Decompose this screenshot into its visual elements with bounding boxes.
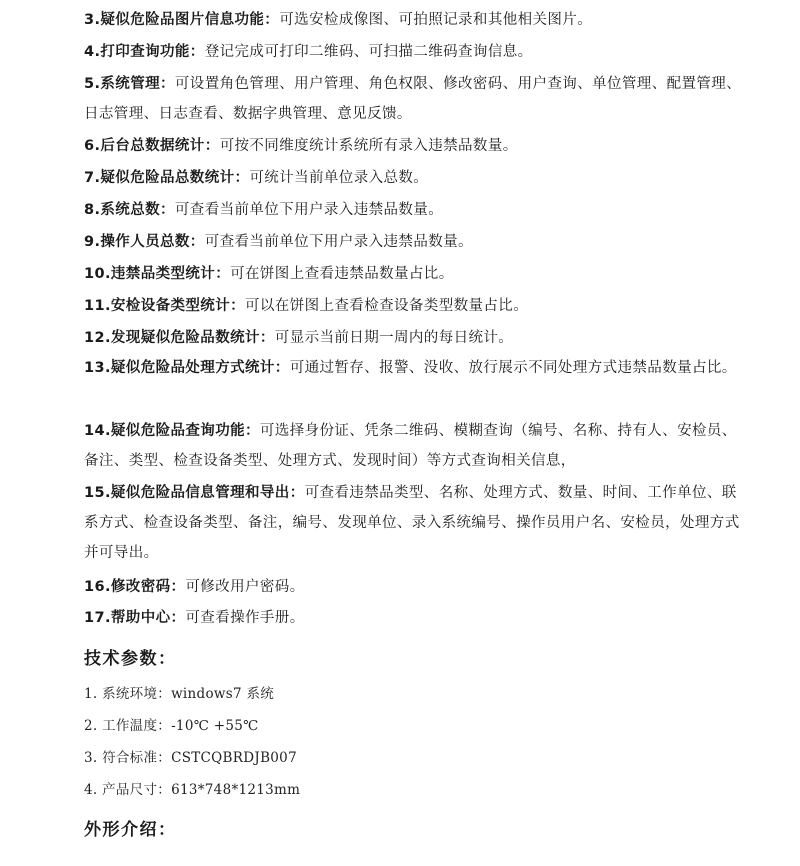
feature-number: 17. [84, 610, 111, 626]
feature-name: 疑似危险品总数统计： [100, 170, 250, 186]
feature-name: 违禁品类型统计： [110, 266, 231, 282]
feature-item-6 [84, 131, 748, 161]
feature-item-5 [84, 69, 748, 129]
feature-number: 12. [84, 330, 111, 346]
feature-name: 修改密码： [110, 579, 186, 595]
feature-number: 9. [84, 234, 101, 250]
feature-description: 可显示当前日期一周内的每日统计。 [274, 330, 514, 346]
feature-description: 可选择身份证、凭条二维码、模糊查询（编号、名称、持有人、安检员、备注、类型、检查设备类型、处理方式、发现时间）等方式查询相关信息， [84, 423, 737, 469]
feature-item-15 [84, 478, 748, 568]
feature-number: 7. [84, 170, 101, 186]
feature-item-7 [84, 163, 748, 193]
feature-name: 发现疑似危险品数统计： [110, 330, 275, 346]
feature-name: 操作人员总数： [100, 234, 205, 250]
feature-description: 可在饼图上查看违禁品数量占比。 [230, 266, 454, 282]
feature-number: 14. [84, 423, 111, 439]
feature-description: 登记完成可打印二维码、可扫描二维码查询信息。 [204, 44, 533, 60]
feature-number: 3. [84, 12, 101, 28]
feature-name: 疑似危险品处理方式统计： [110, 360, 290, 376]
feature-item-9 [84, 227, 748, 257]
feature-number: 15. [84, 485, 111, 501]
feature-item-8 [84, 195, 748, 225]
feature-name: 打印查询功能： [100, 44, 205, 60]
tech-param-system-env: 1. 系统环境：windows7 系统 [84, 686, 275, 702]
feature-number: 11. [84, 298, 111, 314]
feature-number: 16. [84, 579, 111, 595]
feature-name: 疑似危险品图片信息功能： [100, 12, 280, 28]
feature-number: 5. [84, 76, 101, 92]
feature-name: 后台总数据统计： [100, 138, 220, 154]
tech-param-standard: 3. 符合标准：CSTCQBRDJB007 [84, 750, 297, 766]
feature-description: 可修改用户密码。 [185, 579, 305, 595]
feature-number: 13. [84, 360, 111, 376]
feature-item-11 [84, 291, 748, 321]
feature-description: 可查看当前单位下用户录入违禁品数量。 [204, 234, 473, 250]
feature-name: 安检设备类型统计： [110, 298, 245, 314]
feature-item-3 [84, 5, 748, 35]
feature-item-13 [84, 353, 748, 383]
feature-description: 可查看当前单位下用户录入违禁品数量。 [174, 202, 444, 218]
feature-description: 可查看违禁品类型、名称、处理方式、数量、时间、工作单位、联系方式、检查设备类型、备注，编号、发现单位、录入系统编号、操作员用户名、安检员，处理方式并可导出。 [84, 485, 740, 561]
feature-number: 4. [84, 44, 101, 60]
feature-name: 系统管理： [100, 76, 175, 92]
feature-description: 可选安检成像图、可拍照记录和其他相关图片。 [279, 12, 593, 28]
feature-number: 10. [84, 266, 111, 282]
tech-params-heading: 技术参数： [84, 649, 177, 669]
feature-name: 帮助中心： [110, 610, 186, 626]
feature-name: 疑似危险品查询功能： [110, 423, 260, 439]
feature-description: 可按不同维度统计系统所有录入违禁品数量。 [219, 138, 518, 154]
feature-item-10 [84, 259, 748, 289]
appearance-heading: 外形介绍： [84, 820, 177, 840]
feature-item-16 [84, 572, 748, 602]
feature-description: 可设置角色管理、用户管理、角色权限、修改密码、用户查询、单位管理、配置管理、日志管理、日志查看、数据字典管理、意见反馈。 [84, 76, 742, 122]
feature-item-4 [84, 37, 748, 67]
feature-description: 可查看操作手册。 [185, 610, 305, 626]
tech-param-work-temp: 2. 工作温度：-10℃ +55℃ [84, 718, 259, 734]
feature-number: 8. [84, 202, 101, 218]
feature-number: 6. [84, 138, 101, 154]
feature-description: 可统计当前单位录入总数。 [249, 170, 429, 186]
feature-item-14 [84, 416, 748, 476]
feature-name: 疑似危险品信息管理和导出： [110, 485, 305, 501]
feature-item-12 [84, 323, 748, 353]
tech-param-dimensions: 4. 产品尺寸：613*748*1213mm [84, 782, 301, 798]
feature-name: 系统总数： [100, 202, 175, 218]
feature-description: 可通过暂存、报警、没收、放行展示不同处理方式违禁品数量占比。 [289, 360, 737, 376]
feature-description: 可以在饼图上查看检查设备类型数量占比。 [245, 298, 529, 314]
feature-item-17 [84, 603, 748, 633]
